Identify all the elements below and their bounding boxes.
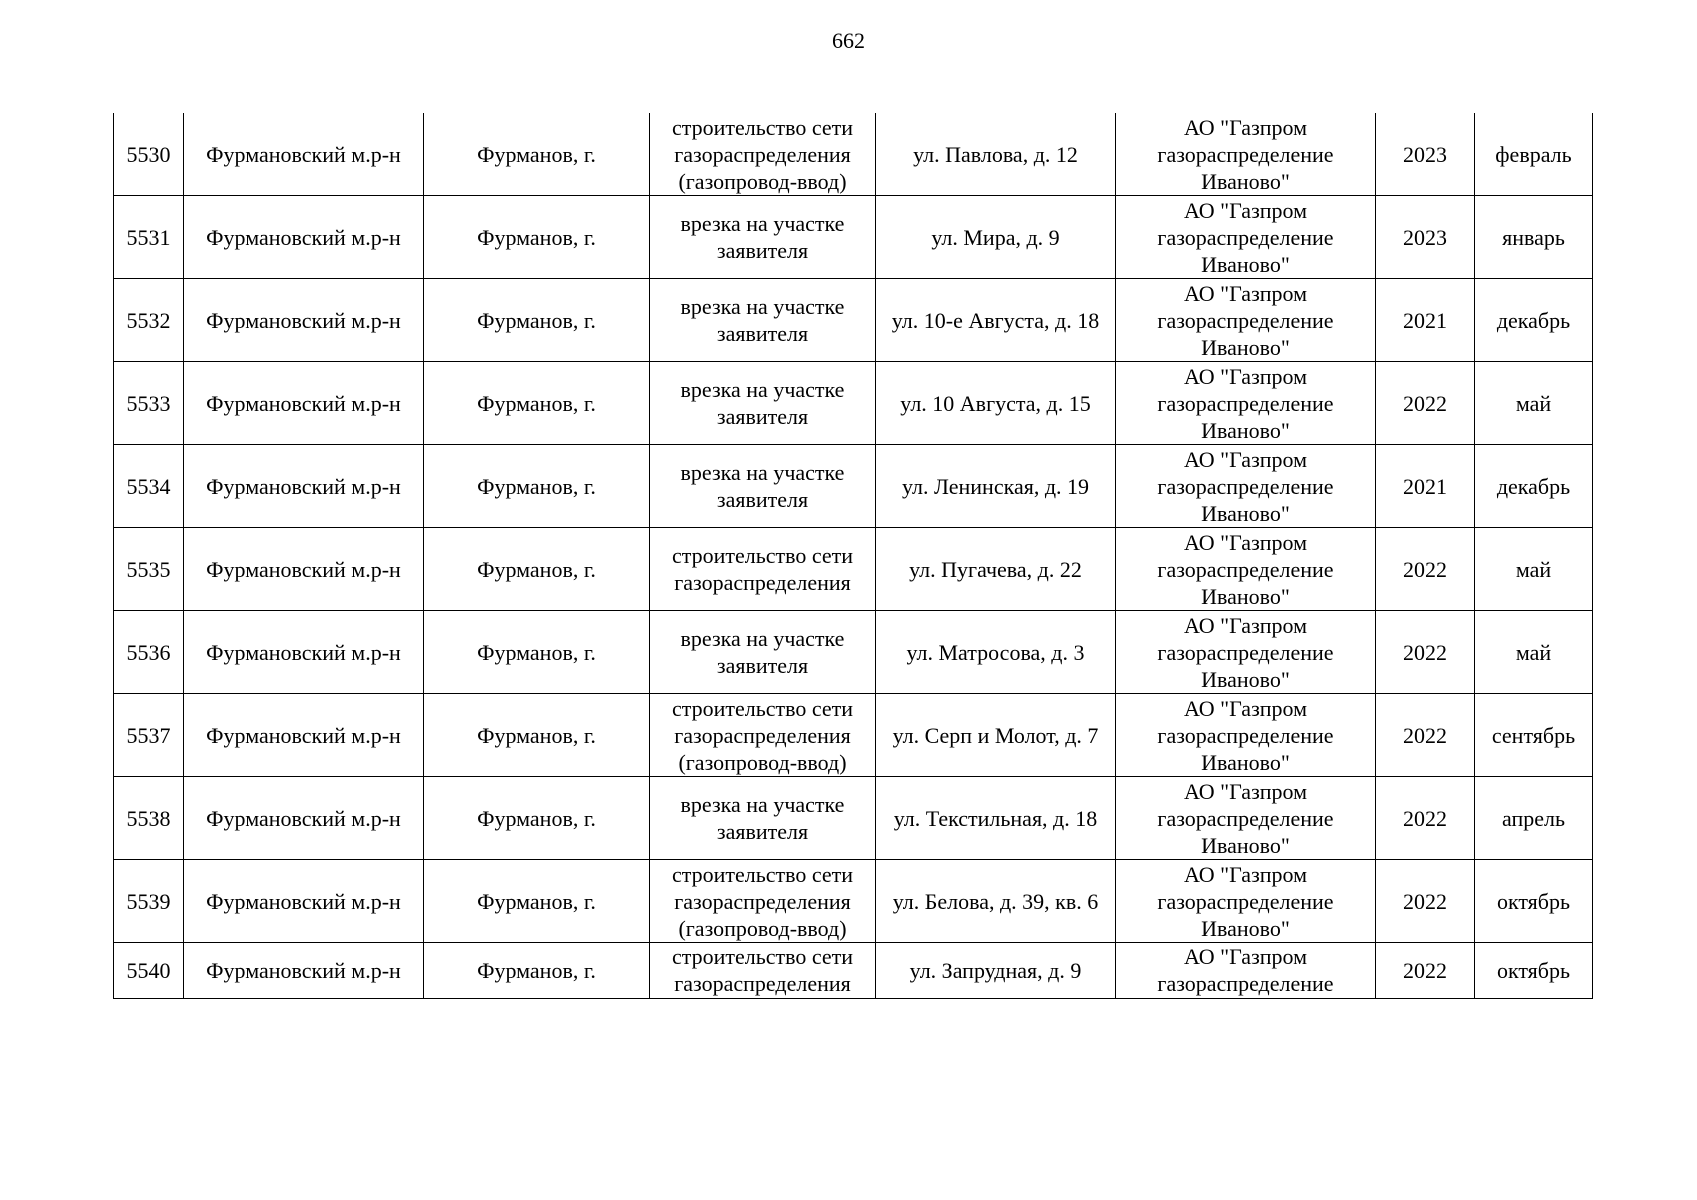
cell-district: Фурмановский м.р-н — [184, 528, 424, 611]
cell-month: октябрь — [1475, 943, 1593, 999]
cell-district: Фурмановский м.р-н — [184, 445, 424, 528]
table-body — [114, 113, 1593, 999]
cell-month: апрель — [1475, 777, 1593, 860]
cell-settlement: Фурманов, г. — [424, 943, 650, 999]
cell-district: Фурмановский м.р-н — [184, 777, 424, 860]
cell-organization: АО "Газпром газораспределение Иваново" — [1116, 528, 1376, 611]
cell-work-type: врезка на участке заявителя — [650, 445, 876, 528]
cell-month: май — [1475, 611, 1593, 694]
cell-work-type: строительство сети газораспределения (газопровод-ввод) — [650, 694, 876, 777]
table-row — [114, 196, 1593, 279]
cell-district: Фурмановский м.р-н — [184, 860, 424, 943]
cell-settlement: Фурманов, г. — [424, 196, 650, 279]
cell-number: 5540 — [114, 943, 184, 999]
cell-address: ул. Текстильная, д. 18 — [876, 777, 1116, 860]
table-row — [114, 113, 1593, 196]
table-row — [114, 279, 1593, 362]
cell-organization: АО "Газпром газораспределение Иваново" — [1116, 777, 1376, 860]
cell-number: 5537 — [114, 694, 184, 777]
cell-number: 5531 — [114, 196, 184, 279]
table-row — [114, 860, 1593, 943]
cell-work-type: врезка на участке заявителя — [650, 196, 876, 279]
cell-year: 2022 — [1376, 611, 1475, 694]
cell-work-type: строительство сети газораспределения (газопровод-ввод) — [650, 113, 876, 196]
table-row — [114, 611, 1593, 694]
cell-address: ул. Павлова, д. 12 — [876, 113, 1116, 196]
cell-address: ул. 10 Августа, д. 15 — [876, 362, 1116, 445]
page-number: 662 — [832, 28, 865, 53]
cell-month: сентябрь — [1475, 694, 1593, 777]
cell-address: ул. Ленинская, д. 19 — [876, 445, 1116, 528]
data-table — [113, 113, 1593, 999]
cell-settlement: Фурманов, г. — [424, 279, 650, 362]
cell-work-type: врезка на участке заявителя — [650, 362, 876, 445]
cell-settlement: Фурманов, г. — [424, 611, 650, 694]
cell-work-type: врезка на участке заявителя — [650, 777, 876, 860]
cell-district: Фурмановский м.р-н — [184, 362, 424, 445]
cell-number: 5533 — [114, 362, 184, 445]
cell-work-type: строительство сети газораспределения — [650, 528, 876, 611]
cell-address: ул. Запрудная, д. 9 — [876, 943, 1116, 999]
cell-settlement: Фурманов, г. — [424, 113, 650, 196]
cell-district: Фурмановский м.р-н — [184, 611, 424, 694]
cell-month: январь — [1475, 196, 1593, 279]
table-row — [114, 445, 1593, 528]
cell-district: Фурмановский м.р-н — [184, 196, 424, 279]
cell-settlement: Фурманов, г. — [424, 445, 650, 528]
cell-work-type: строительство сети газораспределения (газопровод-ввод) — [650, 860, 876, 943]
cell-work-type: врезка на участке заявителя — [650, 279, 876, 362]
cell-year: 2021 — [1376, 445, 1475, 528]
cell-organization: АО "Газпром газораспределение Иваново" — [1116, 279, 1376, 362]
cell-number: 5534 — [114, 445, 184, 528]
cell-settlement: Фурманов, г. — [424, 362, 650, 445]
cell-year: 2022 — [1376, 694, 1475, 777]
cell-address: ул. Серп и Молот, д. 7 — [876, 694, 1116, 777]
cell-organization: АО "Газпром газораспределение Иваново" — [1116, 196, 1376, 279]
cell-month: декабрь — [1475, 445, 1593, 528]
table-row — [114, 528, 1593, 611]
cell-district: Фурмановский м.р-н — [184, 279, 424, 362]
cell-month: май — [1475, 362, 1593, 445]
cell-settlement: Фурманов, г. — [424, 528, 650, 611]
cell-work-type: строительство сети газораспределения — [650, 943, 876, 999]
cell-month: февраль — [1475, 113, 1593, 196]
cell-organization: АО "Газпром газораспределение Иваново" — [1116, 694, 1376, 777]
table-row — [114, 362, 1593, 445]
cell-number: 5538 — [114, 777, 184, 860]
cell-month: декабрь — [1475, 279, 1593, 362]
cell-year: 2022 — [1376, 777, 1475, 860]
cell-month: май — [1475, 528, 1593, 611]
cell-month: октябрь — [1475, 860, 1593, 943]
cell-settlement: Фурманов, г. — [424, 860, 650, 943]
cell-number: 5535 — [114, 528, 184, 611]
table-row — [114, 777, 1593, 860]
cell-year: 2022 — [1376, 943, 1475, 999]
cell-year: 2021 — [1376, 279, 1475, 362]
cell-number: 5539 — [114, 860, 184, 943]
cell-address: ул. Мира, д. 9 — [876, 196, 1116, 279]
cell-address: ул. 10-е Августа, д. 18 — [876, 279, 1116, 362]
cell-number: 5532 — [114, 279, 184, 362]
cell-year: 2022 — [1376, 860, 1475, 943]
cell-organization: АО "Газпром газораспределение Иваново" — [1116, 362, 1376, 445]
cell-organization: АО "Газпром газораспределение Иваново" — [1116, 860, 1376, 943]
cell-organization: АО "Газпром газораспределение Иваново" — [1116, 445, 1376, 528]
cell-year: 2022 — [1376, 362, 1475, 445]
cell-address: ул. Матросова, д. 3 — [876, 611, 1116, 694]
cell-settlement: Фурманов, г. — [424, 777, 650, 860]
cell-year: 2022 — [1376, 528, 1475, 611]
cell-work-type: врезка на участке заявителя — [650, 611, 876, 694]
cell-number: 5536 — [114, 611, 184, 694]
cell-address: ул. Белова, д. 39, кв. 6 — [876, 860, 1116, 943]
cell-organization: АО "Газпром газораспределение — [1116, 943, 1376, 999]
cell-number: 5530 — [114, 113, 184, 196]
cell-organization: АО "Газпром газораспределение Иваново" — [1116, 113, 1376, 196]
cell-district: Фурмановский м.р-н — [184, 113, 424, 196]
cell-district: Фурмановский м.р-н — [184, 694, 424, 777]
cell-address: ул. Пугачева, д. 22 — [876, 528, 1116, 611]
cell-settlement: Фурманов, г. — [424, 694, 650, 777]
cell-year: 2023 — [1376, 113, 1475, 196]
cell-year: 2023 — [1376, 196, 1475, 279]
table-row — [114, 943, 1593, 999]
table-row — [114, 694, 1593, 777]
cell-district: Фурмановский м.р-н — [184, 943, 424, 999]
cell-organization: АО "Газпром газораспределение Иваново" — [1116, 611, 1376, 694]
